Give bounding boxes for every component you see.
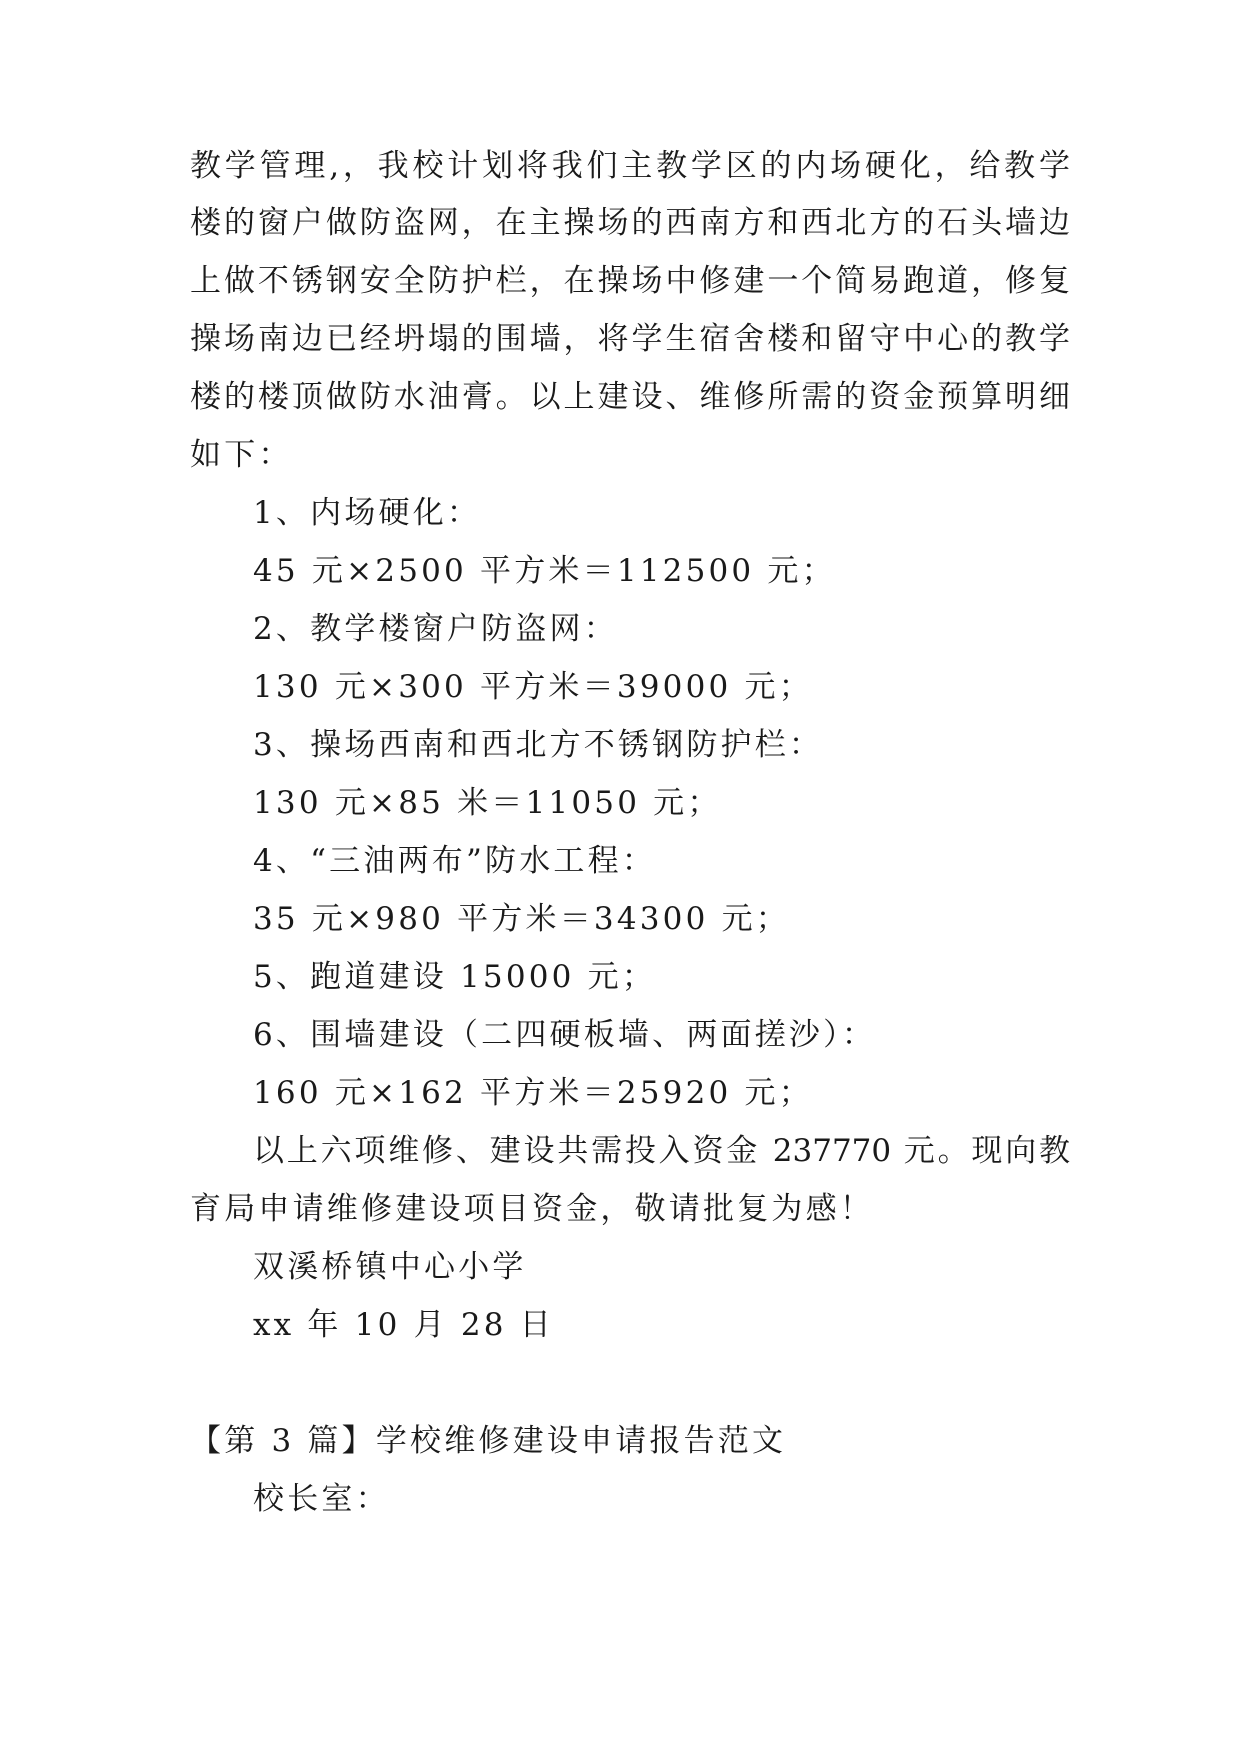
budget-item-calc: 130 元×85 米＝11050 元； xyxy=(253,785,722,821)
section-heading: 【第 3 篇】学校维修建设申请报告范文 xyxy=(190,1423,787,1459)
budget-item-title: 3、操场西南和西北方不锈钢防护栏： xyxy=(253,727,824,763)
paragraph-line: 教学管理,，我校计划将我们主教学区的内场硬化，给教学 xyxy=(190,148,1070,184)
paragraph-line: 楼的窗户做防盗网，在主操场的西南方和西北方的石头墙边 xyxy=(190,205,1070,241)
budget-item-calc: 130 元×300 平方米＝39000 元； xyxy=(253,669,813,705)
signature: 双溪桥镇中心小学 xyxy=(253,1249,527,1285)
budget-item-calc: 160 元×162 平方米＝25920 元； xyxy=(253,1075,813,1111)
budget-item-title: 2、教学楼窗户防盗网： xyxy=(253,611,618,647)
budget-item-title: 1、内场硬化： xyxy=(253,495,482,531)
budget-item-title: 4、“三油两布”防水工程： xyxy=(253,843,657,879)
budget-item-calc: 35 元×980 平方米＝34300 元； xyxy=(253,901,790,937)
paragraph-line: 操场南边已经坍塌的围墙，将学生宿舍楼和留守中心的教学 xyxy=(190,321,1070,357)
summary-line: 育局申请维修建设项目资金，敬请批复为感！ xyxy=(190,1191,874,1227)
paragraph-line: 上做不锈钢安全防护栏，在操场中修建一个简易跑道，修复 xyxy=(190,263,1070,299)
paragraph-line: 楼的楼顶做防水油膏。以上建设、维修所需的资金预算明细 xyxy=(190,379,1070,415)
paragraph-line: 如下： xyxy=(190,437,293,473)
budget-item-calc: 45 元×2500 平方米＝112500 元； xyxy=(253,553,836,589)
budget-item-title: 5、跑道建设 15000 元； xyxy=(253,959,657,995)
summary-line: 以上六项维修、建设共需投入资金 237770 元。现向教 xyxy=(253,1133,1070,1169)
date: xx 年 10 月 28 日 xyxy=(253,1307,554,1343)
budget-item-title: 6、围墙建设（二四硬板墙、两面搓沙）： xyxy=(253,1017,877,1053)
salutation: 校长室： xyxy=(253,1481,390,1517)
